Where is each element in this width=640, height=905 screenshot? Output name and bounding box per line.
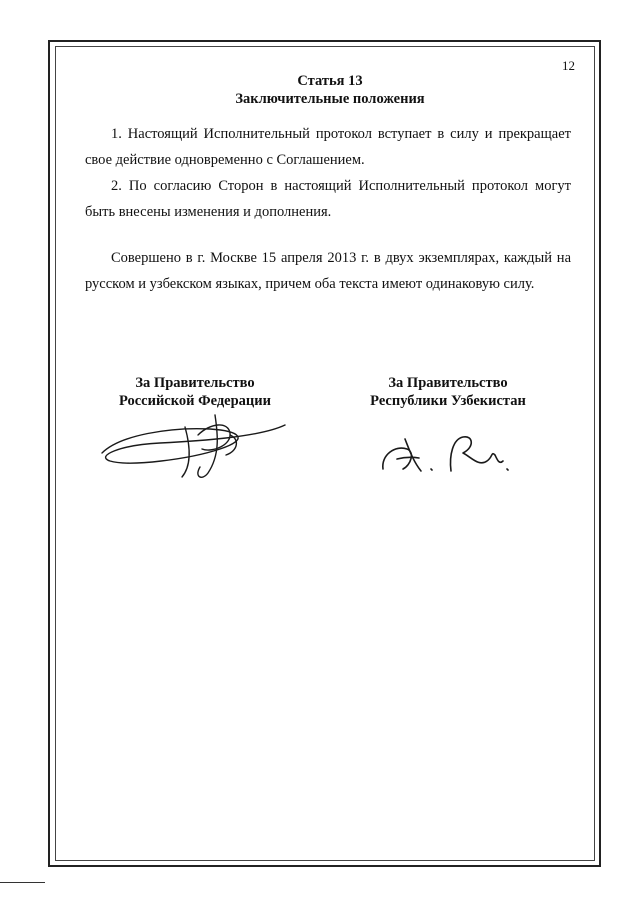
signature-russia-icon <box>90 405 290 485</box>
signatory-russia-line1: За Правительство <box>135 375 255 391</box>
article-title: Статья 13 <box>297 73 363 89</box>
article-subtitle: Заключительные положения <box>235 91 425 107</box>
footer-rule <box>0 882 45 883</box>
signatory-uzbekistan-line2: Республики Узбекистан <box>370 393 526 409</box>
signature-uzbekistan-icon <box>375 425 515 485</box>
signatory-uzbekistan <box>348 374 548 410</box>
signatory-russia-line2: Российской Федерации <box>118 393 271 409</box>
page-number: 12 <box>562 58 575 73</box>
signatory-uzbekistan-line1: За Правительство <box>388 375 508 391</box>
paragraph-done-at: Совершено в г. Москве 15 апреля 2013 г. в двух экземплярах, каждый на русском и узбекском языках, причем оба текста имеют одинаковую силу. <box>85 250 571 292</box>
paragraph-entry-into-force: 1. Настоящий Исполнительный протокол вступает в силу и прекращает свое действие одновременно с Соглашением. <box>85 126 571 168</box>
paragraph-amendments: 2. По согласию Сторон в настоящий Исполнительный протокол могут быть внесены изменения и дополнения. <box>85 178 571 220</box>
